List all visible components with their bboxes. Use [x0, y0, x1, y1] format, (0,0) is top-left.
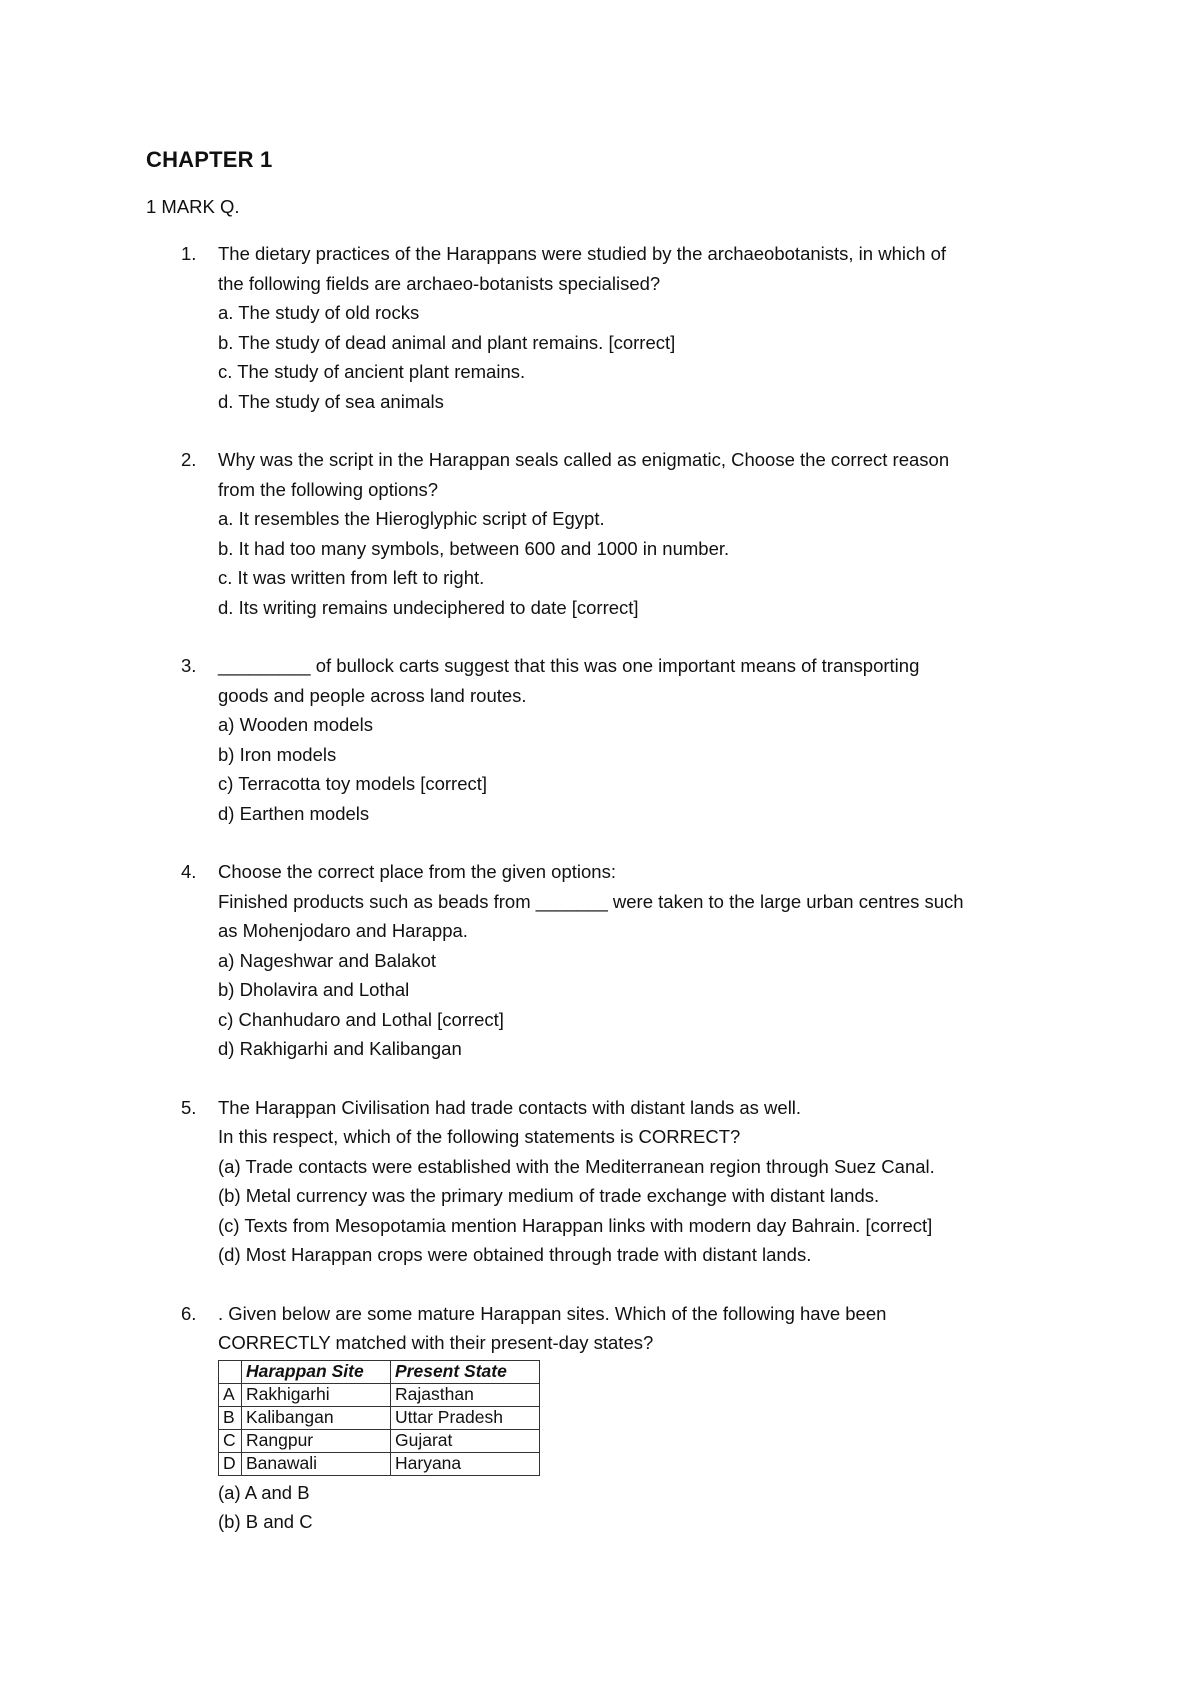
table-cell-letter: A	[219, 1383, 242, 1406]
answer-option: d) Rakhigarhi and Kalibangan	[218, 1038, 462, 1059]
question-6	[146, 1299, 1086, 1537]
table-cell-state: Haryana	[391, 1452, 540, 1475]
answer-option: c. It was written from left to right.	[218, 567, 485, 588]
question-text-line: _________ of bullock carts suggest that this was one important means of transporting	[218, 655, 920, 676]
question-text-line: as Mohenjodaro and Harappa.	[218, 920, 468, 941]
question-text-line: the following fields are archaeo-botanists specialised?	[218, 272, 661, 294]
table-cell-site: Banawali	[242, 1452, 391, 1475]
question-text-line: CORRECTLY matched with their present-day states?	[218, 1332, 654, 1353]
question-number: 1.	[181, 243, 197, 264]
answer-option: (b) B and C	[218, 1511, 313, 1532]
question-text-line: The dietary practices of the Harappans were studied by the archaeobotanists, in which of	[218, 243, 947, 264]
table-cell-state: Gujarat	[391, 1429, 540, 1452]
table-header-cell: Harappan Site	[242, 1360, 391, 1383]
answer-option: (d) Most Harappan crops were obtained through trade with distant lands.	[218, 1244, 812, 1265]
answer-option: b. It had too many symbols, between 600 and 1000 in number.	[218, 537, 730, 559]
question-number: 6.	[181, 1302, 197, 1324]
question-1	[146, 239, 1086, 416]
answer-option: b) Dholavira and Lothal	[218, 979, 410, 1000]
table-cell-letter: D	[219, 1452, 242, 1475]
section-heading: 1 MARK Q.	[146, 196, 240, 217]
question-number: 4.	[181, 861, 197, 882]
question-3	[146, 651, 1086, 828]
table-row	[219, 1429, 540, 1452]
table-cell-site: Rakhigarhi	[242, 1383, 391, 1406]
answer-option: d) Earthen models	[218, 802, 370, 824]
answer-option: a. The study of old rocks	[218, 302, 420, 323]
answer-option: (b) Metal currency was the primary medium of trade exchange with distant lands.	[218, 1185, 880, 1206]
question-text-line: In this respect, which of the following statements is CORRECT?	[218, 1126, 741, 1147]
table-cell-letter: B	[219, 1406, 242, 1429]
table-header-row	[219, 1360, 540, 1383]
question-4	[146, 857, 1086, 1064]
table-cell-site: Kalibangan	[242, 1406, 391, 1429]
question-text-line: Choose the correct place from the given options:	[218, 861, 616, 882]
chapter-title: CHAPTER 1	[146, 147, 273, 172]
answer-option-correct: c) Chanhudaro and Lothal [correct]	[218, 1008, 504, 1030]
table-cell-state: Rajasthan	[391, 1383, 540, 1406]
question-number: 2.	[181, 449, 197, 470]
answer-option: (a) Trade contacts were established with the Mediterranean region through Suez Canal.	[218, 1155, 935, 1177]
table-cell-state: Uttar Pradesh	[391, 1406, 540, 1429]
table-cell-letter: C	[219, 1429, 242, 1452]
answer-option-correct: (c) Texts from Mesopotamia mention Harappan links with modern day Bahrain. [correct]	[218, 1214, 933, 1236]
table-header-cell	[219, 1360, 242, 1383]
question-5	[146, 1093, 1086, 1270]
table-row	[219, 1406, 540, 1429]
table-row	[219, 1452, 540, 1475]
question-list	[146, 239, 1086, 1566]
answer-option: d. The study of sea animals	[218, 390, 444, 412]
question-text-line: . Given below are some mature Harappan sites. Which of the following have been	[218, 1302, 887, 1324]
question-2	[146, 445, 1086, 622]
question-text-line: from the following options?	[218, 478, 439, 500]
answer-option: a) Nageshwar and Balakot	[218, 949, 437, 971]
question-number: 5.	[181, 1096, 197, 1118]
answer-option: b) Iron models	[218, 743, 337, 765]
answer-option-correct: d. Its writing remains undeciphered to date [correct]	[218, 596, 639, 618]
harappan-sites-table	[218, 1360, 540, 1476]
answer-option: a) Wooden models	[218, 714, 373, 735]
table-row	[219, 1383, 540, 1406]
answer-option-correct: c) Terracotta toy models [correct]	[218, 773, 488, 794]
table-cell-site: Rangpur	[242, 1429, 391, 1452]
answer-option: c. The study of ancient plant remains.	[218, 361, 526, 382]
answer-option-correct: b. The study of dead animal and plant remains. [correct]	[218, 331, 676, 353]
answer-option: (a) A and B	[218, 1481, 310, 1503]
question-text-line: Finished products such as beads from _______ were taken to the large urban centres such	[218, 890, 964, 912]
question-text-line: The Harappan Civilisation had trade contacts with distant lands as well.	[218, 1096, 802, 1118]
question-text-line: Why was the script in the Harappan seals called as enigmatic, Choose the correct reason	[218, 449, 950, 470]
question-number: 3.	[181, 655, 197, 676]
answer-option: a. It resembles the Hieroglyphic script of Egypt.	[218, 508, 605, 529]
table-header-cell: Present State	[391, 1360, 540, 1383]
question-text-line: goods and people across land routes.	[218, 684, 527, 706]
